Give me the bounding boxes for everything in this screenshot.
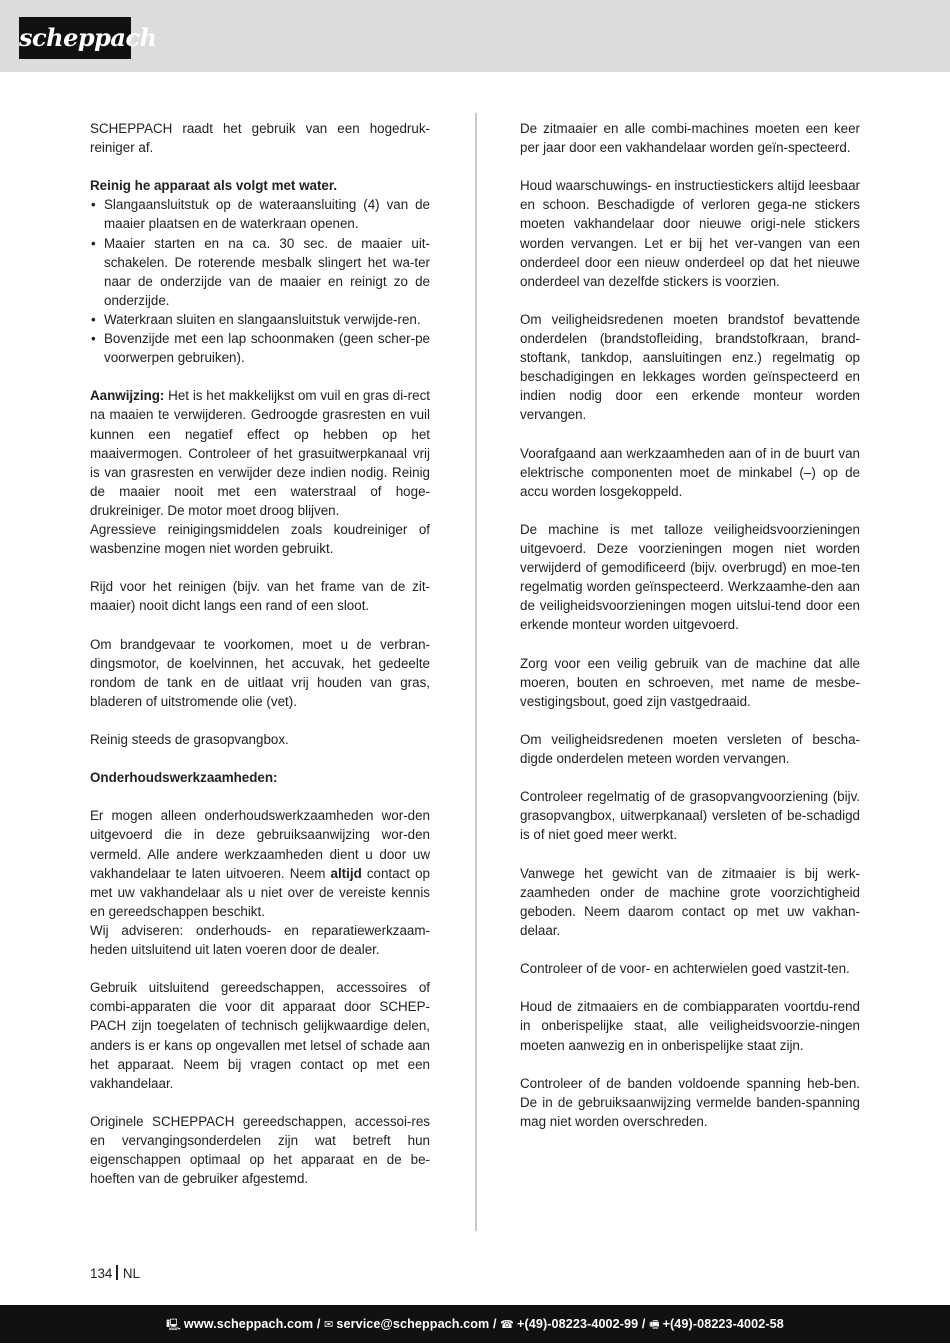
paragraph: Om veiligheidsredenen moeten versleten of bescha-digde onderdelen meteen worden vervangen. [520, 732, 860, 767]
paragraph: Voorafgaand aan werkzaamheden aan of in de buurt van elektrische componenten moet de minkabel (–) op de accu worden losgekoppeld. [520, 445, 860, 499]
list-item: • Slangaansluitstuk op de wateraansluiting (4) van de maaier plaatsen en de waterkraan openen. [90, 195, 430, 233]
phone-icon: ☎ [500, 1319, 514, 1331]
page-number-separator [116, 1265, 118, 1280]
paragraph: Houd de zitmaaiers en de combiapparaten voortdu-rend in onberispelijke staat, alle veiligheidsvoorzie-ningen moeten aanwezig en in onberispelijke staat zijn. [520, 999, 860, 1053]
cleaning-steps-list [90, 195, 430, 367]
paragraph: Controleer regelmatig of de grasopvangvoorziening (bijv. grasopvangbox, uitwerpkanaal) versleten of be-schadigd is of niet goed meer werkt. [520, 789, 860, 843]
scheppach-logo: scheppach [19, 17, 131, 59]
page-number [90, 1265, 140, 1283]
paragraph: Agressieve reinigingsmiddelen zoals koudreiniger of wasbenzine mogen niet worden gebruikt. [90, 521, 430, 557]
paragraph: Gebruik uitsluitend gereedschappen, accessoires of combi-apparaten die voor dit apparaat door SCHEP-PACH zijn toegelaten of technisch gelijkwaardige delen, anders is er kans op ongevallen met letsel of schade aan het apparaat. Neem bij vragen contact op met een vakhandelaar. [90, 980, 430, 1091]
paragraph: Zorg voor een veilig gebruik van de machine dat alle moeren, bouten en schroeven, met name de mesbe-vestigingsbout, goed zijn vastgedraaid. [520, 655, 860, 709]
list-item: • Bovenzijde met een lap schoonmaken (geen scher-pe voorwerpen gebruiken). [90, 329, 430, 367]
page-header [0, 0, 950, 72]
paragraph: Houd waarschuwings- en instructiestickers altijd leesbaar en schoon. Beschadigde of verloren gega-ne stickers moeten vakhandelaar door nieuwe origi-nele stickers worden vervangen. Let er bij het ver-vangen van een onderdeel door een nieuw onderdeel op dat het nieuwe onderdeel van dezelfde stickers is voorzien. [520, 178, 860, 289]
paragraph: De zitmaaier en alle combi-machines moeten een keer per jaar door een vakhandelaar worden geïn-specteerd. [520, 121, 860, 156]
computer-icon: 🖳 [166, 1319, 181, 1331]
note-paragraph: Aanwijzing: Het is het makkelijkst om vuil en gras di-rect na maaien te verwijderen. Gedroogde grasresten en vuil kunnen een negatief effect op hebben op het maaivermogen. Controleer of het grasuitwerpkanaal vrij is van grasresten en verwijder deze indien nodig. Reinig de maaier nooit met een waterstraal of hoge-drukreiniger. De motor moet droog blijven. [90, 388, 430, 518]
paragraph: Controleer of de voor- en achterwielen goed vastzit-ten. [520, 961, 850, 977]
fax-number: +(49)-08223-4002-58 [662, 1317, 784, 1331]
paragraph: De machine is met talloze veiligheidsvoorzieningen uitgevoerd. Deze voorzieningen mogen niet worden verwijderd of gemodificeerd (bijv. overbrugd) en moe-ten regelmatig worden geïnspecteerd. Werkzaamhe-den aan de veiligheidsvoorzieningen mogen uitslui-tend door een erkende monteur worden uitgevoerd. [520, 521, 860, 633]
fax-icon: 🖷 [649, 1319, 660, 1331]
phone-number: +(49)-08223-4002-99 / [516, 1317, 646, 1331]
left-column [90, 119, 430, 1207]
note-label: Aanwijzing: [90, 388, 165, 404]
page-number-value: 134 [90, 1266, 113, 1281]
right-column [520, 119, 860, 1150]
contact-footer [0, 1305, 950, 1343]
page-language: NL [122, 1266, 140, 1281]
paragraph: Er mogen alleen onderhoudswerkzaamheden wor-den uitgevoerd die in deze gebruiksaanwijzing wor-den vermeld. Alle andere werkzaamheden dient u door uw vakhandelaar te laten uitvoeren. Neem altijd contact op met uw vakhandelaar als u niet over de vereiste kennis en gereedschappen beschikt. [90, 808, 430, 919]
paragraph: SCHEPPACH raadt het gebruik van een hogedruk-reiniger af. [90, 121, 430, 156]
list-item: • Waterkraan sluiten en slangaansluitstuk verwijde-ren. [90, 310, 430, 329]
paragraph: Originele SCHEPPACH gereedschappen, accessoi-res en vervangingsonderdelen zijn wat betreft hun eigenschappen optimaal op het apparaat en de be-hoeften van de gebruiker afgestemd. [90, 1113, 430, 1187]
paragraph: Controleer of de banden voldoende spanning heb-ben. De in de gebruiksaanwijzing vermelde banden-spanning mag niet worden overschreden. [520, 1075, 860, 1129]
website-link[interactable]: www.scheppach.com / [183, 1317, 321, 1331]
mail-icon: ✉ [324, 1319, 334, 1331]
column-divider [475, 113, 477, 1231]
section-heading: Onderhoudswerkzaamheden: [90, 770, 278, 786]
email-link[interactable]: service@scheppach.com / [336, 1317, 497, 1331]
paragraph: Reinig steeds de grasopvangbox. [90, 732, 289, 747]
paragraph: Om veiligheidsredenen moeten brandstof bevattende onderdelen (brandstofleiding, brandstofkraan, brand-stoftank, tankdop, aansluitingen enz.) regelmatig op beschadigingen en lekkages worden geïnspecteerd en indien nodig door een erkende monteur worden vervangen. [520, 311, 860, 423]
section-heading: Reinig he apparaat als volgt met water. [90, 178, 338, 194]
paragraph: Rijd voor het reinigen (bijv. van het frame van de zit-maaier) nooit dicht langs een rand of een sloot. [90, 579, 430, 614]
list-item: • Maaier starten en na ca. 30 sec. de maaier uit-schakelen. De roterende mesbalk slingert het wa-ter naar de onderzijde van de maaier en reinigt zo de onderzijde. [90, 234, 430, 310]
paragraph: Vanwege het gewicht van de zitmaaier is bij werk-zaamheden onder de machine grote voorzichtigheid geboden. Neem daarom contact op met uw vakhan-delaar. [520, 865, 860, 938]
paragraph: Wij adviseren: onderhouds- en reparatiewerkzaam-heden uitsluitend uit laten voeren door de dealer. [90, 922, 430, 958]
paragraph: Om brandgevaar te voorkomen, moet u de verbran-dingsmotor, de koelvinnen, het accuvak, het gedeelte rondom de tank en de uitlaat vrij houden van gras, bladeren of uitstromende olie (vet). [90, 636, 430, 709]
